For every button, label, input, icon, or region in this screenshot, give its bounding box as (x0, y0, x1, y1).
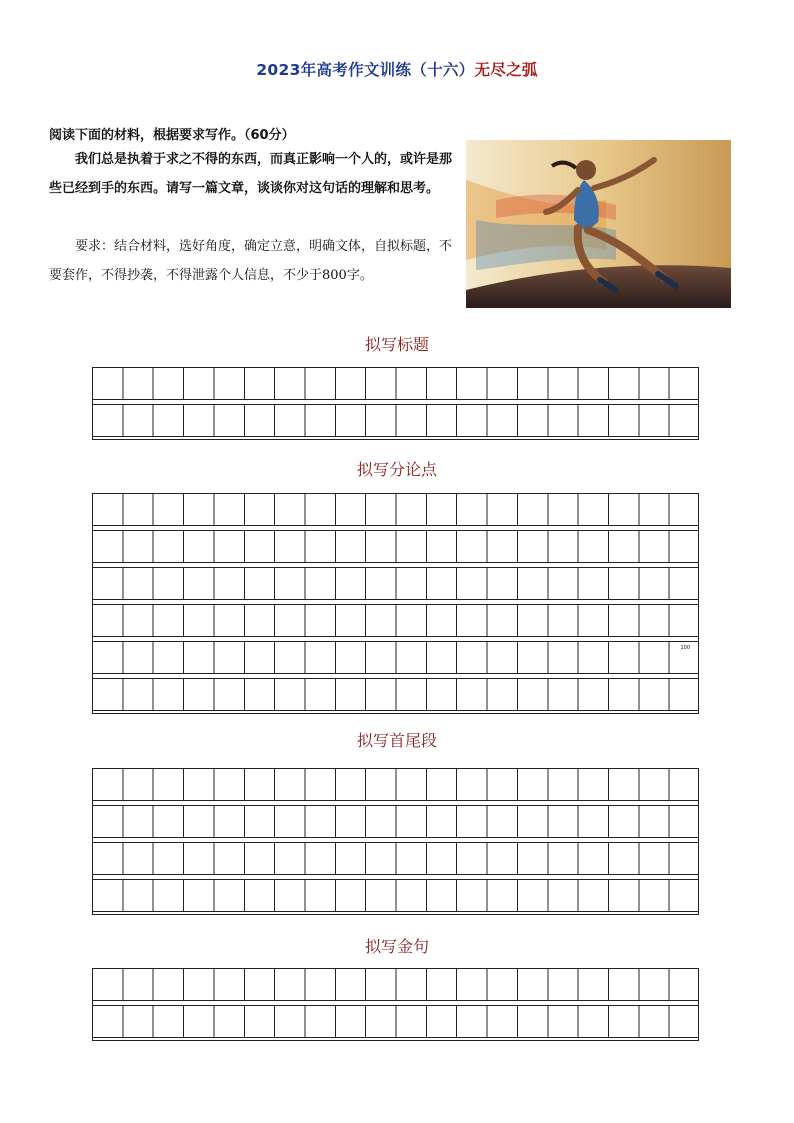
prompt-intro: 阅读下面的材料，根据要求写作。（60分） (49, 128, 295, 143)
grid-end (92, 437, 699, 440)
grid-row[interactable] (92, 367, 699, 400)
grid-row[interactable] (92, 879, 699, 912)
grid-golden-sentence-practice[interactable] (92, 968, 699, 1041)
grid-row[interactable] (92, 805, 699, 838)
title-main: 2023年高考作文训练（十六） (256, 61, 475, 79)
grid-row[interactable] (92, 567, 699, 600)
section-golden-sentence-practice: 拟写金句 (364, 937, 429, 956)
grid-end (92, 912, 699, 915)
grid-end (92, 711, 699, 714)
word-count-marker: 100 (680, 645, 690, 651)
grid-row[interactable] (92, 493, 699, 526)
document-title (0, 58, 794, 80)
grid-row[interactable] (92, 604, 699, 637)
grid-end (92, 1038, 699, 1041)
title-topic: 无尽之弧 (474, 61, 538, 79)
grid-row[interactable] (92, 968, 699, 1001)
grid-row[interactable] (92, 842, 699, 875)
grid-row[interactable] (92, 768, 699, 801)
runner-illustration (466, 140, 731, 308)
section-title-practice: 拟写标题 (364, 335, 429, 354)
grid-row[interactable] (92, 1005, 699, 1038)
prompt-material: 我们总是执着于求之不得的东西，而真正影响一个人的，或许是那些已经到手的东西。请写一篇文章，谈谈你对这句话的理解和思考。 (49, 152, 453, 196)
grid-row[interactable] (92, 678, 699, 711)
runner-image (466, 140, 731, 308)
grid-row[interactable] (92, 641, 699, 674)
grid-row[interactable] (92, 404, 699, 437)
section-subpoints-practice: 拟写分论点 (356, 460, 437, 479)
section-opening-closing-practice: 拟写首尾段 (356, 731, 437, 750)
grid-subpoints-practice[interactable] (92, 493, 699, 714)
grid-opening-closing-practice[interactable] (92, 768, 699, 915)
grid-row[interactable] (92, 530, 699, 563)
grid-title-practice[interactable] (92, 367, 699, 440)
prompt-requirements: 要求：结合材料，选好角度，确定立意，明确文体，自拟标题，不要套作，不得抄袭，不得泄露个人信息，不少于800字。 (49, 239, 453, 283)
